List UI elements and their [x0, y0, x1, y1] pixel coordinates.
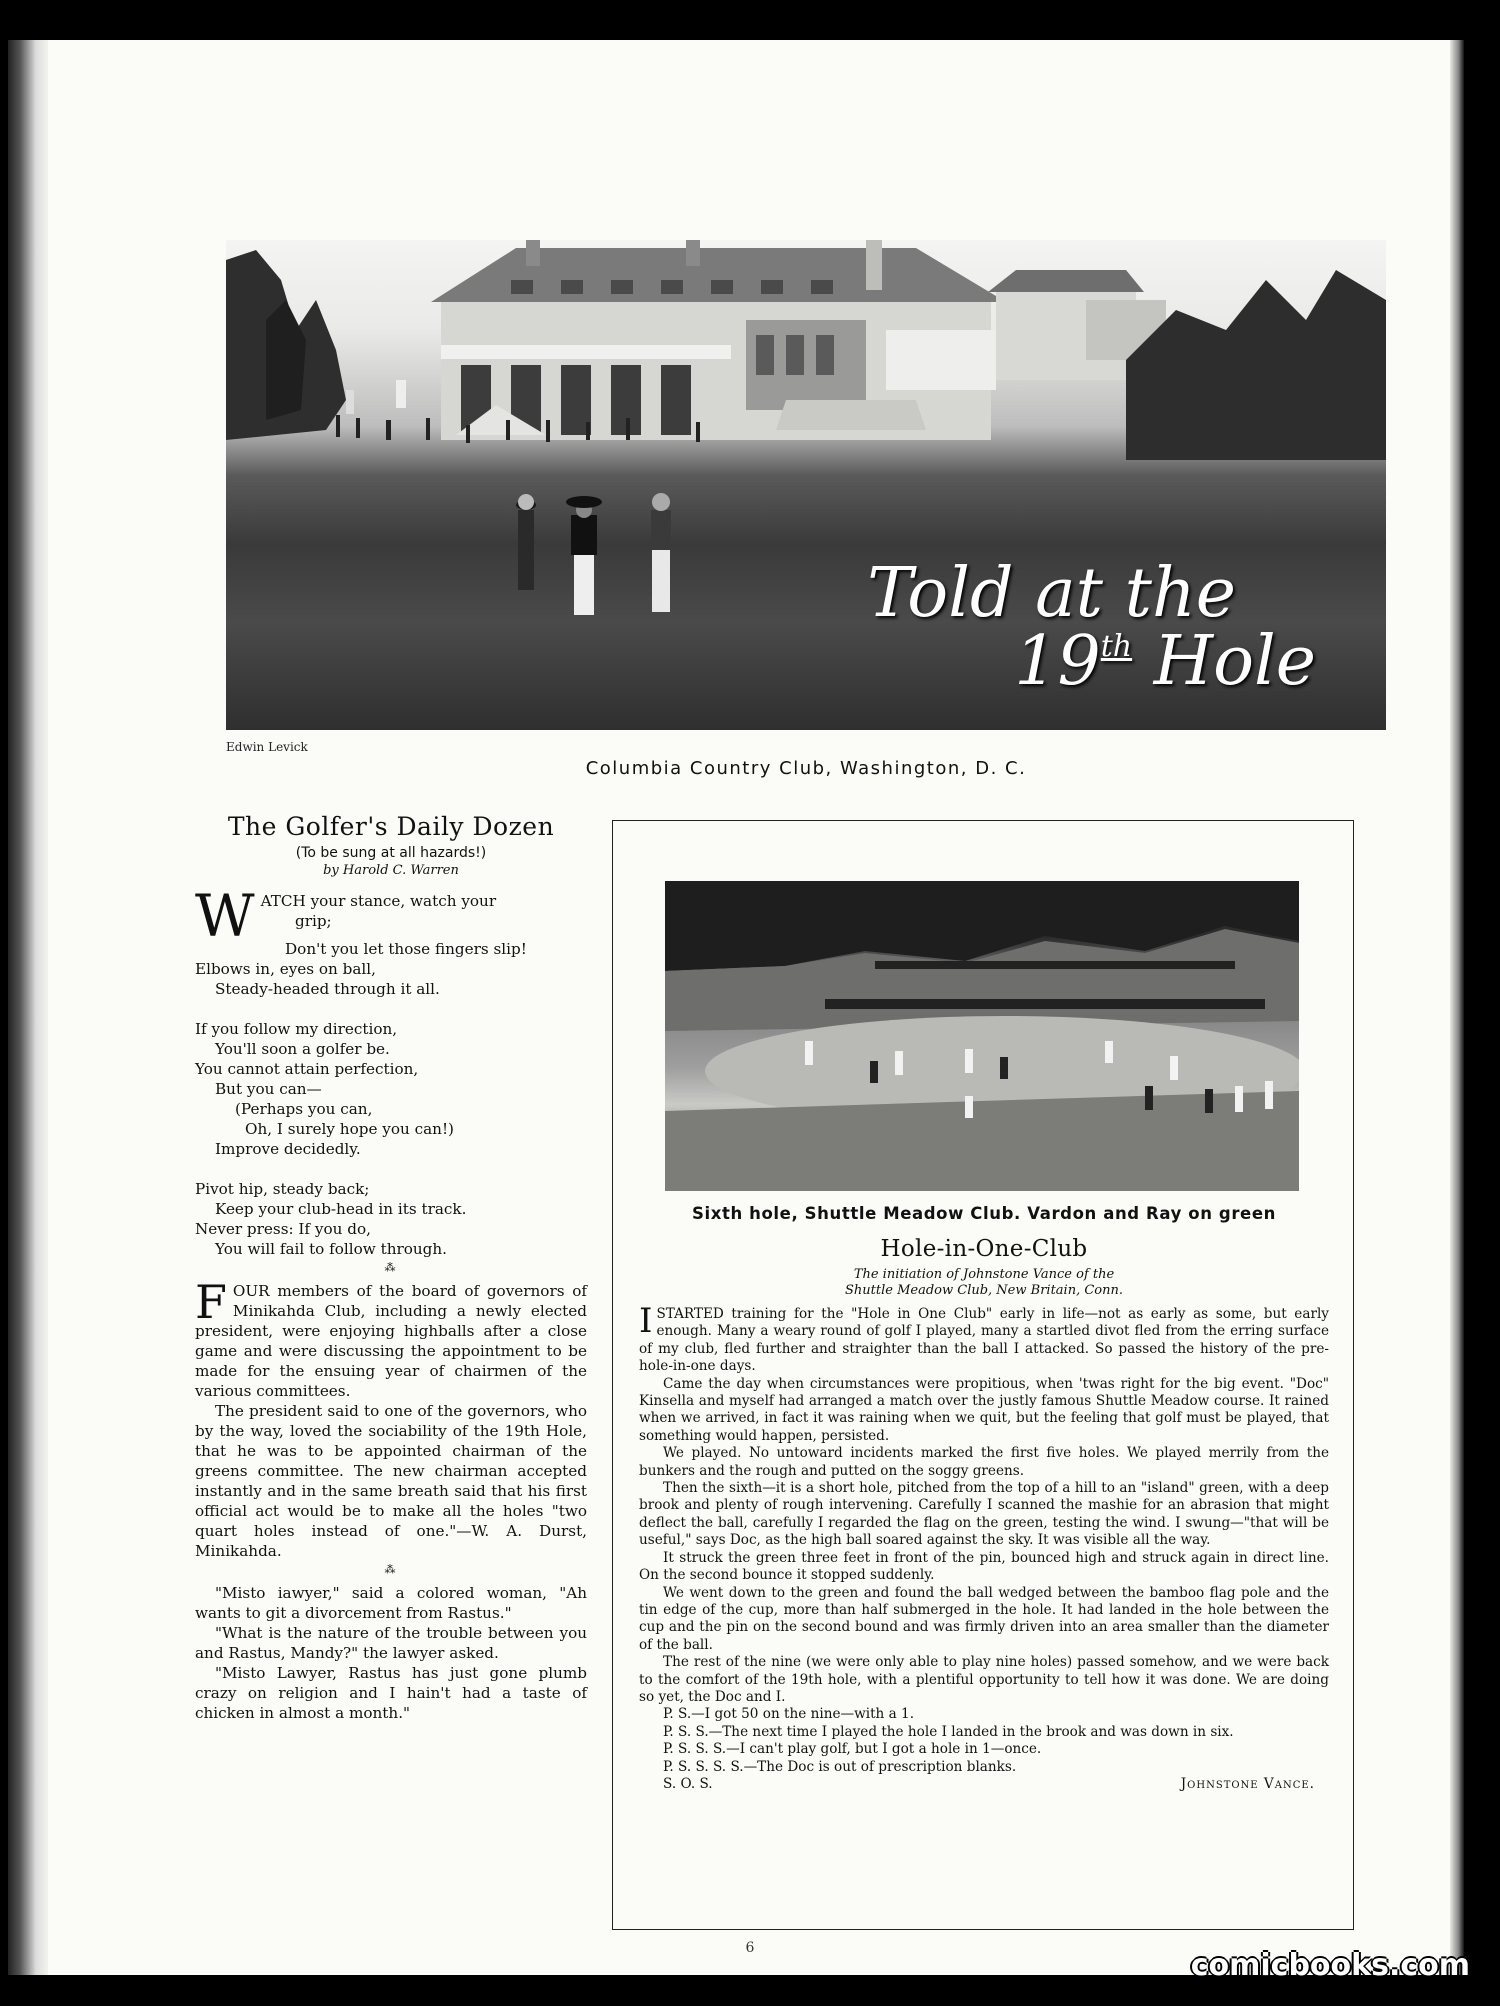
story-subtitle-line2: Shuttle Meadow Club, New Britain, Conn. [845, 1283, 1123, 1298]
poem-line: Never press: If you do, [195, 1220, 371, 1238]
poem-stanza-3 [195, 1179, 587, 1259]
poem-stanza-1 [195, 882, 587, 999]
poem-subtitle: (To be sung at all hazards!) [295, 845, 487, 861]
story-body [639, 1301, 1329, 1793]
page-edge [1450, 40, 1464, 1975]
poem-line: (Perhaps you can, [235, 1100, 373, 1118]
anecdote-minikahda [195, 1275, 587, 1561]
story-sos: S. O. S. [663, 1775, 713, 1792]
poem-line: Don't you let those fingers slip! [285, 940, 527, 958]
story-paragraph: The rest of the nine (we were only able to play nine holes) passed somehow, and we were back to the comfort of the 19th hole, with a plentiful opportunity to tell how it was done. We are doing so yet, the Doc and I. [639, 1654, 1329, 1705]
poem-line: ATCH your stance, watch your [260, 892, 497, 910]
story-postscript: P. S. S. S.—I can't play golf, but I got a hole in 1—once. [663, 1741, 1042, 1758]
left-column [195, 812, 587, 1723]
page-number: 6 [745, 1940, 755, 1956]
story-paragraph: We went down to the green and found the ball wedged between the bamboo flag pole and the tin edge of the cup, more than half submerged in the hole. It had landed in the hole between the cup and the pin on the second bound and was firmly driven into an area smaller than the diameter of the ball. [639, 1584, 1329, 1653]
poem-line: If you follow my direction, [195, 1020, 398, 1038]
story-paragraph: Came the day when circumstances were propitious, when 'twas right for the big event. "Doc" Kinsella and myself had arranged a match over the justly famous Shuttle Meadow course. It rained when we arrived, in fact it was raining when we quit, but the feeling that golf must be played, that something would happen, persisted. [639, 1375, 1329, 1444]
golf-green-photo-illustration [665, 881, 1299, 1191]
story-paragraph-text: STARTED training for the "Hole in One Club" early in life—not as early as some, but early enough. Many a weary round of golf I played, many a startled divot fled from the erring surface of my club, fled further and straighter than the ball I attacked. So passed the history of the pre-hole-in-one days. [639, 1306, 1329, 1375]
poem-line: grip; [295, 912, 332, 930]
poem-line: You cannot attain perfection, [195, 1060, 419, 1078]
hero-title-superscript: th [1100, 629, 1133, 664]
poem-line: Keep your club-head in its track. [215, 1200, 467, 1218]
story-paragraph: Then the sixth—it is a short hole, pitched from the top of a hill to an "island" green, with a deep brook and plenty of rough intervening. Carefully I scanned the mashie for an abrasion that might deflect the ball, carefully I regarded the flag on the green, testing the wind. I swung—"that will be useful," says Doc, as the high ball soared against the sky. It was visible all the way. [639, 1480, 1329, 1549]
hero-title-line2 [867, 622, 1316, 701]
section-ornament: ⁂ [384, 1261, 398, 1274]
anecdote-paragraph: OUR members of the board of governors of Minikahda Club, including a newly elected president, were enjoying highballs after a close game and were discussing the appointment to be made for the ensuing year of chairmen of the various committees. [195, 1282, 587, 1400]
anecdote-paragraph: "Misto iawyer," said a colored woman, "Ah wants to git a divorcement from Rastus." [195, 1584, 587, 1622]
hero-title-word: Hole [1153, 622, 1316, 701]
poem-byline: by Harold C. Warren [323, 863, 459, 878]
hero-photo-columbia-country-club [226, 240, 1386, 730]
poem-line: Pivot hip, steady back; [195, 1180, 370, 1198]
poem-line: But you can— [215, 1080, 322, 1098]
photo-credit: Edwin Levick [226, 740, 308, 754]
story-signoff [639, 1776, 1329, 1793]
hero-caption: Columbia Country Club, Washington, D. C. [585, 758, 1027, 779]
poem-line: You'll soon a golfer be. [215, 1040, 390, 1058]
poem-line: Steady-headed through it all. [215, 980, 440, 998]
hero-title-line1: Told at the [867, 554, 1236, 633]
poem-dropcap: W [195, 882, 255, 950]
story-box [612, 820, 1354, 1930]
story-paragraph: It struck the green three feet in front of the pin, bounced high and struck again in direct line. On the second bounce it stopped suddenly. [639, 1549, 1329, 1584]
book-spine [8, 40, 48, 1975]
poem-stanza-2 [195, 1019, 587, 1159]
anecdote-paragraph: "What is the nature of the trouble between you and Rastus, Mandy?" the lawyer asked. [195, 1624, 587, 1662]
anecdote-paragraph: "Misto Lawyer, Rastus has just gone plumb crazy on religion and I hain't had a taste of chicken in almost a month." [195, 1664, 587, 1722]
hero-title-number: 19 [1014, 622, 1101, 701]
poem-line: Elbows in, eyes on ball, [195, 960, 376, 978]
section-ornament: ⁂ [384, 1563, 398, 1576]
story-subtitle [613, 1267, 1355, 1299]
story-dropcap: I [639, 1301, 653, 1341]
hero-title [867, 554, 1316, 701]
story-postscript: P. S.—I got 50 on the nine—with a 1. [663, 1706, 915, 1723]
site-watermark: comicbooks.com [1190, 1948, 1470, 1983]
anecdote-dropcap: F [195, 1275, 227, 1329]
poem-line: Oh, I surely hope you can!) [245, 1120, 454, 1138]
story-postscript: P. S. S.—The next time I played the hole I landed in the brook and was down in six. [663, 1723, 1234, 1740]
story-paragraph [639, 1301, 1329, 1376]
story-subtitle-line1: The initiation of Johnstone Vance of the [853, 1267, 1115, 1282]
poem-title: The Golfer's Daily Dozen [227, 812, 555, 841]
anecdote-paragraph: The president said to one of the governors, who by the way, loved the sociability of the 19th Hole, that he was to be appointed chairman of the greens committee. The new chairman accepted instantly and in the same breath said that his first official act would be to make all the holes "two quart holes instead of one."—W. A. Durst, Minikahda. [195, 1402, 587, 1560]
story-author: Johnstone Vance. [1180, 1775, 1315, 1792]
poem-line: Improve decidedly. [215, 1140, 361, 1158]
story-title: Hole-in-One-Club [880, 1236, 1088, 1262]
shuttle-meadow-photo [665, 881, 1299, 1191]
story-photo-caption: Sixth hole, Shuttle Meadow Club. Vardon and Ray on green [691, 1204, 1276, 1223]
anecdote-lawyer [195, 1583, 587, 1723]
story-postscript: P. S. S. S. S.—The Doc is out of prescription blanks. [663, 1758, 1017, 1775]
poem-line: You will fail to follow through. [215, 1240, 448, 1258]
story-paragraph: We played. No untoward incidents marked the first five holes. We played merrily from the bunkers and the rough and putted on the soggy greens. [639, 1445, 1329, 1479]
